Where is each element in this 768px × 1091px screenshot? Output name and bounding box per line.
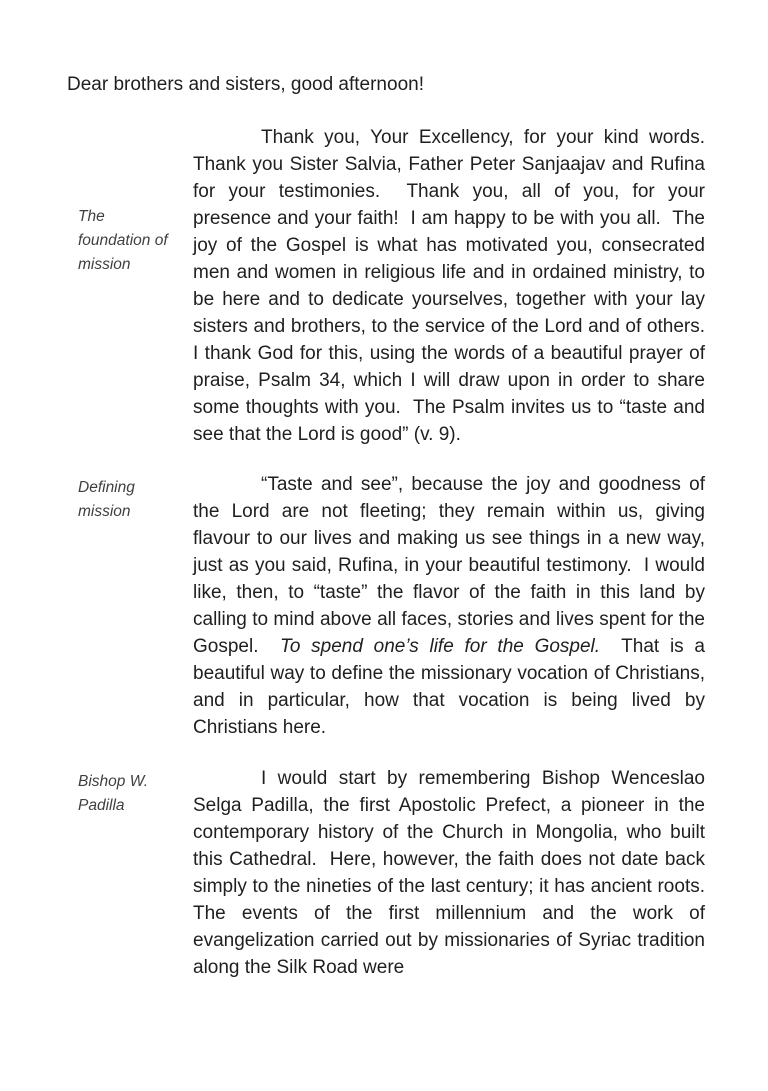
section-foundation-of-mission	[78, 124, 716, 448]
margin-note-defining-mission: Defining mission	[78, 479, 135, 520]
greeting-line: Dear brothers and sisters, good afternoon!	[67, 74, 424, 95]
paragraph-text: “Taste and see”, because the joy and goodness of the Lord are not fleeting; they remain within us, giving flavour to our lives and making us see things in a new way, just as you said, Rufina, in your beautiful testimony. I would like, then, to “taste” the flavor of the faith in this land by calling to mind above all faces, stories and lives spent for the Gospel. To spend one’s life for the Gospel. That is a beautiful way to define the missionary vocation of Christians, and in particular, how that vocation is being lived by Christians here.	[193, 474, 711, 738]
paragraph-text: Thank you, Your Excellency, for your kind words. Thank you Sister Salvia, Father Peter Sanjaajav and Rufina for your testimonies. Thank you, all of you, for your presence and your faith! I am happy to be with you all. The joy of the Gospel is what has motivated you, consecrated men and women in religious life and in ordained ministry, to be here and to dedicate yourselves, together with your lay sisters and brothers, to the service of the Lord and of others. I thank God for this, using the words of a beautiful prayer of praise, Psalm 34, which I will draw upon in order to share some thoughts with you. The Psalm invites us to “taste and see that the Lord is good” (v. 9).	[193, 127, 716, 445]
section-defining-mission	[78, 471, 711, 741]
paragraph-text: I would start by remembering Bishop Wenceslao Selga Padilla, the first Apostolic Prefect, a pioneer in the contemporary history of the Church in Mongolia, who built this Cathedral. Here, however, the faith does not date back simply to the nineties of the last century; it has ancient roots. The events of the first millennium and the work of evangelization carried out by missionaries of Syriac tradition along the Silk Road were	[193, 768, 716, 978]
margin-note-foundation-of-mission: The foundation of mission	[78, 208, 168, 273]
section-bishop-padilla	[78, 765, 716, 981]
margin-note-bishop-padilla: Bishop W. Padilla	[78, 773, 149, 814]
